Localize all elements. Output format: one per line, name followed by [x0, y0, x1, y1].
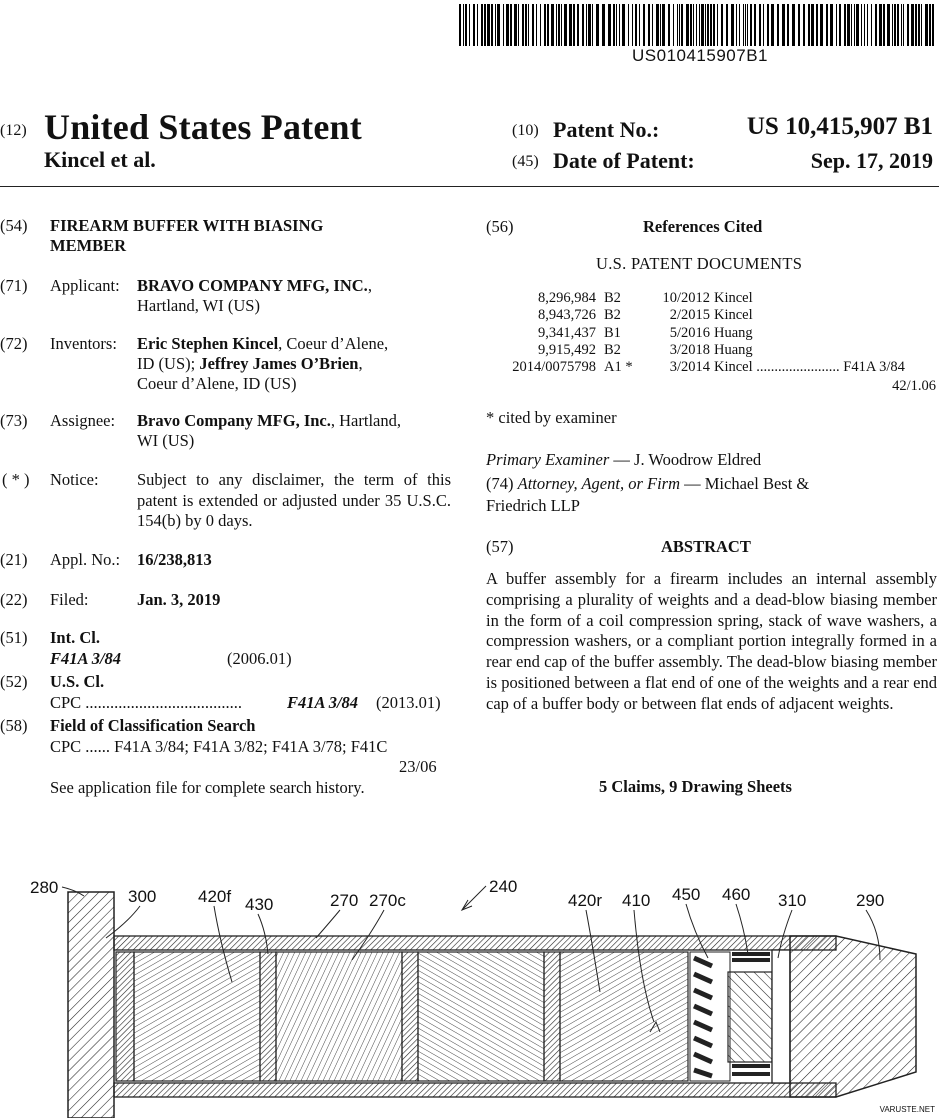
label-290: 290 — [856, 891, 885, 910]
ref-date: 3/2014 — [669, 359, 710, 376]
patent-number: US 10,415,907 B1 — [746, 113, 933, 140]
ref-kind: B2 — [604, 341, 621, 358]
assignee-name: Bravo Company MFG, Inc. — [137, 411, 331, 430]
label-460: 460 — [722, 885, 751, 904]
ref-kind: B2 — [604, 290, 621, 306]
ref-date: 5/2016 — [669, 324, 710, 341]
ref-name: Kincel ....................... F41A 3/84 — [714, 359, 905, 376]
invention-title: FIREARM BUFFER WITH BIASING MEMBER — [50, 216, 324, 255]
ref-name: Huang — [714, 341, 753, 358]
label-270: 270 — [330, 891, 359, 910]
inventor-short: Kincel et al. — [44, 147, 156, 172]
ref-name: Kincel — [714, 307, 753, 324]
ref-date: 3/2018 — [669, 341, 710, 358]
ref-number: 8,943,726 — [538, 307, 596, 324]
patent-no-code: (10) — [512, 122, 539, 139]
ref-date: 10/2012 — [662, 290, 710, 306]
patent-no-label: Patent No.: — [553, 117, 660, 142]
ref-kind: B1 — [604, 324, 621, 341]
document-title: United States Patent — [44, 107, 362, 147]
ref-name: Huang — [714, 324, 753, 341]
reference-row — [486, 325, 938, 342]
date-code: (45) — [512, 153, 539, 170]
label-280: 280 — [30, 878, 59, 897]
applicant-name: BRAVO COMPANY MFG, INC. — [137, 276, 368, 295]
filed-date: Jan. 3, 2019 — [137, 590, 221, 609]
ref-number: 9,341,437 — [538, 324, 596, 341]
attorney-line: (74) Attorney, Agent, or Firm — Michael Best & — [486, 474, 810, 493]
reference-row — [486, 342, 938, 359]
barcode-number: US010415907B1 — [632, 46, 769, 65]
references-subtitle: U.S. PATENT DOCUMENTS — [596, 254, 803, 273]
claims-line: 5 Claims, 9 Drawing Sheets — [599, 777, 792, 796]
reference-row — [486, 359, 938, 376]
weights — [116, 952, 688, 1081]
label-310: 310 — [778, 891, 807, 910]
watermark: VARUSTE.NET — [879, 1105, 935, 1114]
right-column: (56) References Cited U.S. PATENT DOCUMENTS 8,296,984 B2 10/2012 Kincel 8,943,726 B2 2/2015 Kincel 9,341,437 B1 5/2016 Huang 9,915,492 B2 3/2018 Huang 2014/0075798 A1 * 3/2014 Kincel ....................... F41A 3/84 42/1.06 * cited by examiner Primary Examiner — J. Woodrow Eldred (74) Attorney, Agent, or Firm — Michael Best & Friedrich LLP (57) ABSTRACT A buffer assembly for a firearm includes an internal assembly comprising a plurality of weights and a dead-blow biasing member in the form of a coil compression spring, stack of wave washers, a compression washers, or a compliant portion integrally formed in a rear end cap of the buffer assembly. The dead-blow biasing member is positioned between a flat end of one of the weights and a rear end cap of a buffer body or between flat ends of adjacent weights. 5 Claims, 9 Drawing Sheets — [486, 217, 937, 796]
reference-labels — [30, 877, 884, 914]
label-270c: 270c — [369, 891, 406, 910]
label-420f: 420f — [198, 887, 232, 906]
rear-cap — [772, 936, 916, 1097]
inventor-1: Eric Stephen Kincel — [137, 334, 279, 353]
label-430: 430 — [245, 895, 274, 914]
date-label: Date of Patent: — [553, 148, 695, 173]
reference-row — [486, 290, 938, 307]
references-title: References Cited — [643, 217, 763, 236]
ref-kind: A1 * — [604, 359, 633, 376]
abstract-title: ABSTRACT — [661, 537, 751, 556]
ref-name: Kincel — [714, 290, 753, 306]
ref-kind: B2 — [604, 307, 621, 324]
inventor-2: Jeffrey James O’Brien — [199, 354, 359, 373]
doc-kind-code: (12) — [0, 122, 27, 139]
cited-note: * cited by examiner — [486, 408, 617, 427]
examiner-line: Primary Examiner — J. Woodrow Eldred — [486, 450, 762, 469]
label-420r: 420r — [568, 891, 603, 910]
label-450: 450 — [672, 885, 701, 904]
spring — [690, 952, 772, 1081]
abstract-text: A buffer assembly for a firearm includes an internal assembly comprising a plurality of weights and a dead-blow biasing member in the form of a coil compression spring, stack of wave washers, a compression washers, or a compliant portion integrally formed in a rear end cap of the buffer assembly. The dead-blow biasing member is positioned between a flat end of one of the weights and a rear end cap of a buffer body or between flat ends of adjacent weights. — [486, 569, 937, 713]
ref-number: 9,915,492 — [538, 341, 596, 358]
ref-number: 2014/0075798 — [512, 359, 596, 376]
left-column: (54) FIREARM BUFFER WITH BIASING MEMBER (71) Applicant: BRAVO COMPANY MFG, INC., Hartland, WI (US) (72) Inventors: Eric Stephen Kincel, Coeur d’Alene, ID (US); Jeffrey James O’Brien, Coeur d’Alene, ID (US) (73) Assignee: Bravo Company MFG, Inc., Hartland, WI (US) ( * ) Notice: Subject to any disclaimer, the term of this patent is extended or adjusted under 35 U.S.C. 154(b) by 0 days. (21) Appl. No.: 16/238,813 (22) Filed: Jan. 3, 2019 (51) Int. Cl. F41A 3/84 (2006.01) (52) U.S. Cl. CPC ...................................... F41A 3/84 (2013.01) (58) Field of Classification Search CPC ...... F41A 3/84; F41A 3/82; F41A 3/78; F41C 23/06 See application file for complete search history. — [0, 0, 460, 800]
ref-date: 2/2015 — [669, 307, 710, 324]
notice-text: Subject to any disclaimer, the term of this patent is extended or adjusted under 35 U.S.C. 154(b) by 0 days. — [137, 470, 451, 530]
ref-number: 8,296,984 — [538, 290, 596, 306]
label-240: 240 — [489, 877, 518, 896]
label-410: 410 — [622, 891, 651, 910]
patent-figure — [0, 862, 939, 1118]
label-300: 300 — [128, 887, 157, 906]
reference-list — [486, 290, 938, 400]
application-number: 16/238,813 — [137, 550, 212, 569]
reference-row — [486, 307, 938, 324]
patent-date: Sep. 17, 2019 — [810, 148, 933, 173]
